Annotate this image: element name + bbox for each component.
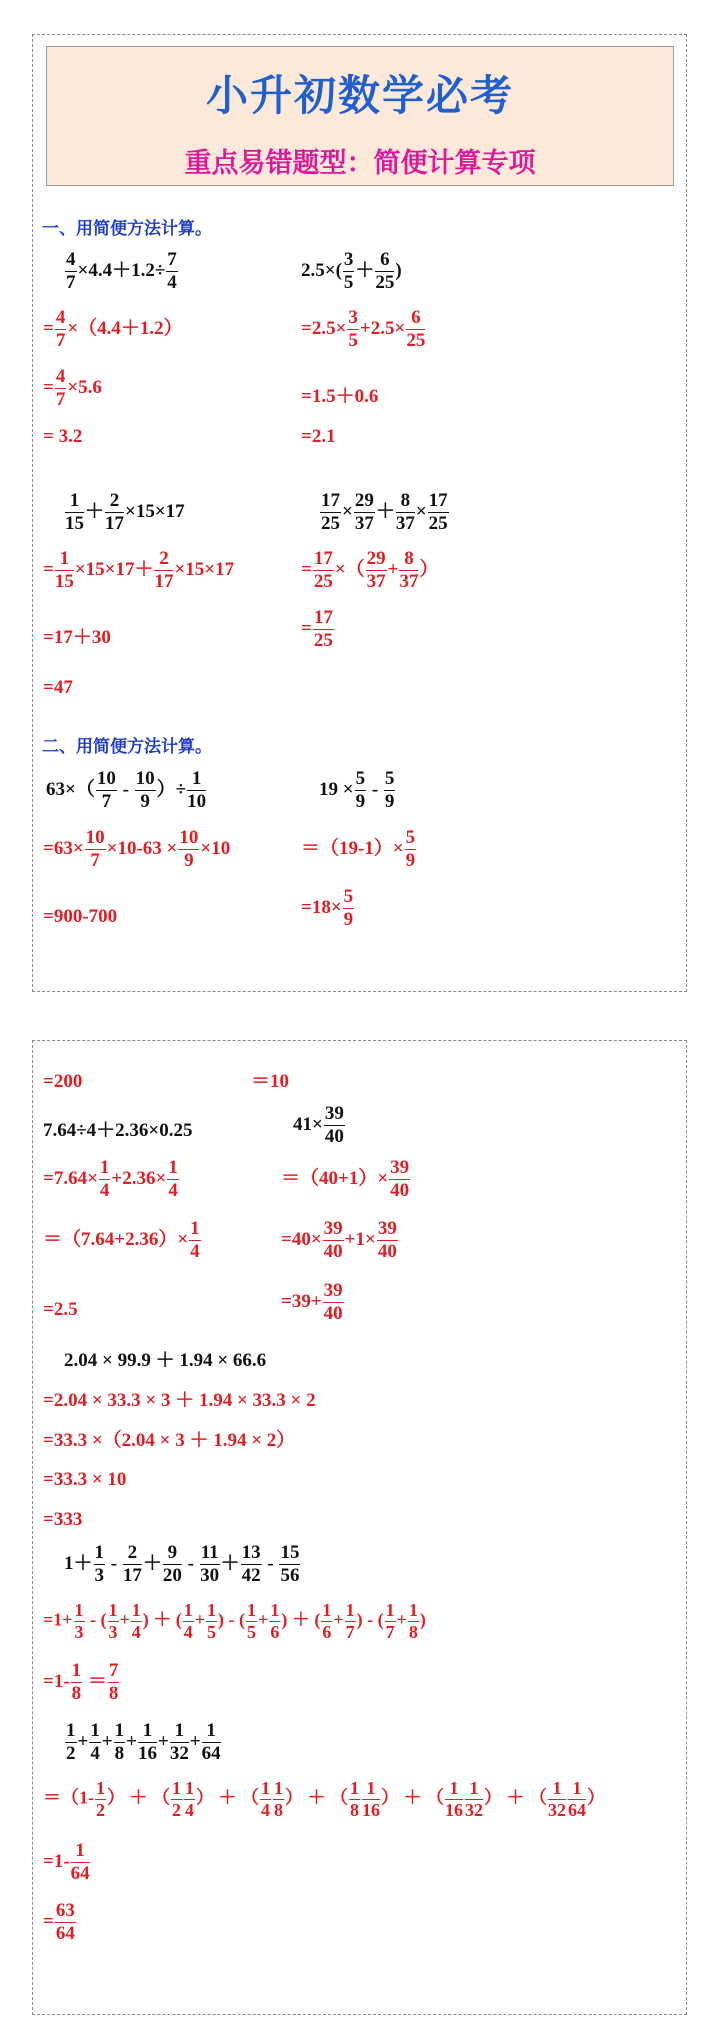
fraction: $\frac{39}{40}$ [324, 1103, 344, 1147]
fraction: $\frac{39}{40}$ [323, 1218, 343, 1262]
fraction: $\frac{1}{64}$ [568, 1778, 586, 1820]
fraction: $\frac{2}{17}$ [154, 548, 174, 592]
problem-6-step2: =33.3 ×（2.04 × 3 ＋ 1.94 × 2） [43, 1430, 296, 1451]
fraction: $\frac{29}{37}$ [366, 548, 386, 592]
fraction: $\frac{5}{9}$ [405, 827, 416, 871]
fraction: $\frac{1}{3}$ [108, 1600, 118, 1642]
fraction: $\frac{1}{4}$ [183, 1600, 193, 1642]
fraction: $\frac{2}{17}$ [105, 490, 125, 534]
problem-3a-step2: =900-700 [43, 906, 118, 927]
fraction: $\frac{6}{25}$ [406, 307, 426, 351]
problem-2a-step2: =17＋30 [43, 627, 111, 648]
fraction: $\frac{17}{25}$ [321, 490, 340, 534]
fraction: $\frac{63}{64}$ [55, 1900, 75, 1944]
fraction: $\frac{10}{7}$ [96, 768, 116, 812]
problem-1b-question: 2.5×( $\frac{3}{5}$ ＋ $\frac{6}{25}$ ) [301, 249, 402, 293]
fraction: $\frac{1}{64}$ [201, 1720, 221, 1764]
problem-5a-question: 7.64÷4＋2.36×0.25 [43, 1120, 193, 1141]
fraction: $\frac{1}{10}$ [187, 768, 207, 812]
fraction: $\frac{1}{8}$ [274, 1778, 283, 1820]
problem-1b-answer: =2.1 [301, 426, 336, 447]
fraction: $\frac{5}{9}$ [355, 768, 366, 812]
fraction: $\frac{9}{20}$ [162, 1542, 182, 1586]
fraction: $\frac{39}{40}$ [390, 1157, 410, 1201]
problem-1a-step2: = $\frac{4}{7}$ ×5.6 [43, 366, 102, 410]
problem-3a-step1: =63× $\frac{10}{7}$ ×10-63 × $\frac{10}{9}$ ×10 [43, 827, 231, 871]
fraction: $\frac{1}{8}$ [71, 1660, 82, 1704]
fraction: $\frac{39}{40}$ [377, 1218, 397, 1262]
problem-7-answer: =1- $\frac{1}{8}$ ＝ $\frac{7}{8}$ [43, 1660, 119, 1704]
fraction: $\frac{1}{15}$ [54, 548, 74, 592]
fraction: $\frac{1}{16}$ [137, 1720, 157, 1764]
fraction: $\frac{1}{3}$ [74, 1600, 84, 1642]
problem-2b-answer: = $\frac{17}{25}$ [301, 607, 333, 651]
problem-5a-answer: =2.5 [43, 1299, 78, 1320]
problem-3b-step1: ＝（19-1）× $\frac{5}{9}$ [301, 827, 416, 871]
fraction: $\frac{17}{25}$ [428, 490, 448, 534]
fraction: $\frac{1}{32}$ [548, 1778, 566, 1820]
problem-1a-step1: = $\frac{4}{7}$ ×（4.4＋1.2） [43, 307, 183, 351]
fraction: $\frac{1}{7}$ [385, 1600, 395, 1642]
fraction: $\frac{7}{4}$ [167, 249, 177, 293]
problem-3a-answer: =200 [43, 1071, 83, 1092]
fraction: $\frac{8}{37}$ [399, 548, 419, 592]
fraction: $\frac{1}{4}$ [190, 1218, 200, 1262]
fraction: $\frac{11}{30}$ [200, 1542, 220, 1586]
problem-8-step2: =1- $\frac{1}{64}$ [43, 1840, 90, 1884]
fraction: $\frac{6}{25}$ [375, 249, 395, 293]
fraction: $\frac{1}{7}$ [345, 1600, 355, 1642]
fraction: $\frac{1}{4}$ [168, 1157, 178, 1201]
problem-7-question: 1＋ $\frac{1}{3}$ - $\frac{2}{17}$ ＋ $\frac{9}{20}$ - $\frac{11}{30}$ ＋ $\frac{13}{42}$ - $\frac{15}{56}$ [64, 1542, 300, 1586]
fraction: $\frac{1}{64}$ [70, 1840, 90, 1884]
fraction: $\frac{1}{5}$ [247, 1600, 257, 1642]
problem-3a-question: 63×（ $\frac{10}{7}$ - $\frac{10}{9}$ ）÷ $\frac{1}{10}$ [46, 768, 207, 812]
problem-2a-step1: = $\frac{1}{15}$ ×15×17＋ $\frac{2}{17}$ ×15×17 [43, 548, 235, 592]
fraction: $\frac{3}{5}$ [343, 249, 354, 293]
fraction: $\frac{1}{5}$ [207, 1600, 217, 1642]
fraction: $\frac{1}{4}$ [261, 1778, 270, 1820]
section-1-heading: 一、用简便方法计算。 [42, 219, 212, 239]
fraction: $\frac{15}{56}$ [280, 1542, 300, 1586]
fraction: $\frac{1}{2}$ [172, 1778, 181, 1820]
problem-5b-step1: ＝（40+1）× $\frac{39}{40}$ [281, 1157, 410, 1201]
problem-3b-question: 19 × $\frac{5}{9}$ - $\frac{5}{9}$ [319, 768, 395, 812]
problem-2a-answer: =47 [43, 677, 73, 698]
fraction: $\frac{1}{15}$ [65, 490, 84, 534]
problem-5a-step1: =7.64× $\frac{1}{4}$ +2.36× $\frac{1}{4}$ [43, 1157, 178, 1201]
fraction: $\frac{3}{5}$ [348, 307, 358, 351]
fraction: $\frac{4}{7}$ [55, 366, 66, 410]
fraction: $\frac{7}{8}$ [108, 1660, 119, 1704]
problem-8-step1: ＝（1- $\frac{1}{2}$ ） ＋ （ $\frac{1}{2}$ $\frac{1}{4}$ ） ＋ （ $\frac{1}{4}$ $\frac{1}{8}$ ） ＋ （ $\frac{1}{8}$ $\frac{1}{16}$ ） ＋ （ $\frac{1}{16}$ $\frac{1}{32}$ ） ＋ （ $\frac{1}{32}$ $\frac{1}{64}$ ） [43, 1778, 605, 1820]
problem-2b-step1: = $\frac{17}{25}$ ×（ $\frac{29}{37}$ + $\frac{8}{37}$ ） [301, 548, 439, 592]
problem-5b-step2: =40× $\frac{39}{40}$ +1× $\frac{39}{40}$ [281, 1218, 397, 1262]
problem-8-question: $\frac{1}{2}$ + $\frac{1}{4}$ + $\frac{1}{8}$ + $\frac{1}{16}$ + $\frac{1}{32}$ + $\frac{1}{64}$ [66, 1720, 221, 1764]
fraction: $\frac{1}{4}$ [131, 1600, 141, 1642]
fraction: $\frac{1}{16}$ [445, 1778, 463, 1820]
fraction: $\frac{4}{7}$ [55, 307, 66, 351]
problem-7-step1: =1+ $\frac{1}{3}$ - ( $\frac{1}{3}$ + $\frac{1}{4}$ ) ＋ ( $\frac{1}{4}$ + $\frac{1}{5}$ ) - ( $\frac{1}{5}$ + $\frac{1}{6}$ ) ＋ ( $\frac{1}{6}$ + $\frac{1}{7}$ ) - ( $\frac{1}{7}$ + $\frac{1}{8}$ ) [43, 1600, 426, 1642]
problem-6-step3: =33.3 × 10 [43, 1469, 127, 1490]
problem-8-answer: = $\frac{63}{64}$ [43, 1900, 75, 1944]
fraction: $\frac{1}{8}$ [350, 1778, 359, 1820]
fraction: $\frac{10}{9}$ [135, 768, 155, 812]
fraction: $\frac{1}{6}$ [322, 1600, 332, 1642]
problem-5b-answer: =39+ $\frac{39}{40}$ [281, 1280, 343, 1324]
fraction: $\frac{1}{2}$ [96, 1778, 105, 1820]
fraction: $\frac{1}{16}$ [362, 1778, 380, 1820]
problem-3b-step2: =18× $\frac{5}{9}$ [301, 886, 354, 930]
problem-1a-answer: = 3.2 [43, 426, 83, 447]
title-banner [46, 46, 674, 186]
fraction: $\frac{1}{32}$ [465, 1778, 483, 1820]
section-2-heading: 二、用简便方法计算。 [42, 737, 212, 757]
fraction: $\frac{1}{3}$ [94, 1542, 105, 1586]
problem-6-answer: =333 [43, 1509, 83, 1530]
fraction: $\frac{1}{4}$ [99, 1157, 110, 1201]
fraction: $\frac{2}{17}$ [122, 1542, 142, 1586]
problem-6-question: 2.04 × 99.9 ＋ 1.94 × 66.6 [64, 1350, 267, 1371]
fraction: $\frac{1}{32}$ [169, 1720, 189, 1764]
fraction: $\frac{1}{4}$ [185, 1778, 194, 1820]
problem-1b-step1: =2.5× $\frac{3}{5}$ +2.5× $\frac{6}{25}$ [301, 307, 426, 351]
fraction: $\frac{5}{9}$ [384, 768, 395, 812]
fraction: $\frac{17}{25}$ [313, 548, 333, 592]
problem-6-step1: =2.04 × 33.3 × 3 ＋ 1.94 × 33.3 × 2 [43, 1390, 316, 1411]
fraction: $\frac{1}{2}$ [66, 1720, 76, 1764]
fraction: $\frac{8}{37}$ [395, 490, 415, 534]
page-title: 小升初数学必考 [205, 71, 514, 120]
problem-2a-question: $\frac{1}{15}$ ＋ $\frac{2}{17}$ ×15×17 [65, 490, 185, 534]
fraction: $\frac{4}{7}$ [66, 249, 76, 293]
problem-3b-answer: ＝10 [251, 1071, 290, 1092]
problem-5a-step2: ＝（7.64+2.36）× $\frac{1}{4}$ [43, 1218, 200, 1262]
fraction: $\frac{10}{7}$ [85, 827, 105, 871]
problem-5b-question: 41× $\frac{39}{40}$ [293, 1103, 344, 1147]
fraction: $\frac{1}{8}$ [408, 1600, 418, 1642]
fraction: $\frac{17}{25}$ [313, 607, 333, 651]
fraction: $\frac{1}{4}$ [90, 1720, 100, 1764]
fraction: $\frac{13}{42}$ [241, 1542, 261, 1586]
problem-2b-question: $\frac{17}{25}$ × $\frac{29}{37}$ ＋ $\frac{8}{37}$ × $\frac{17}{25}$ [321, 490, 448, 534]
fraction: $\frac{1}{6}$ [270, 1600, 280, 1642]
fraction: $\frac{1}{8}$ [114, 1720, 125, 1764]
fraction: $\frac{39}{40}$ [323, 1280, 343, 1324]
problem-1b-step2: =1.5＋0.6 [301, 386, 379, 407]
fraction: $\frac{10}{9}$ [179, 827, 199, 871]
worksheet-panel-2 [32, 1040, 687, 2015]
fraction: $\frac{29}{37}$ [354, 490, 374, 534]
worksheet-panel-1 [32, 34, 687, 992]
fraction: $\frac{5}{9}$ [343, 886, 354, 930]
problem-1a-question: $\frac{4}{7}$ ×4.4＋1.2÷ $\frac{7}{4}$ [66, 249, 177, 293]
page-subtitle: 重点易错题型：简便计算专项 [184, 148, 536, 179]
